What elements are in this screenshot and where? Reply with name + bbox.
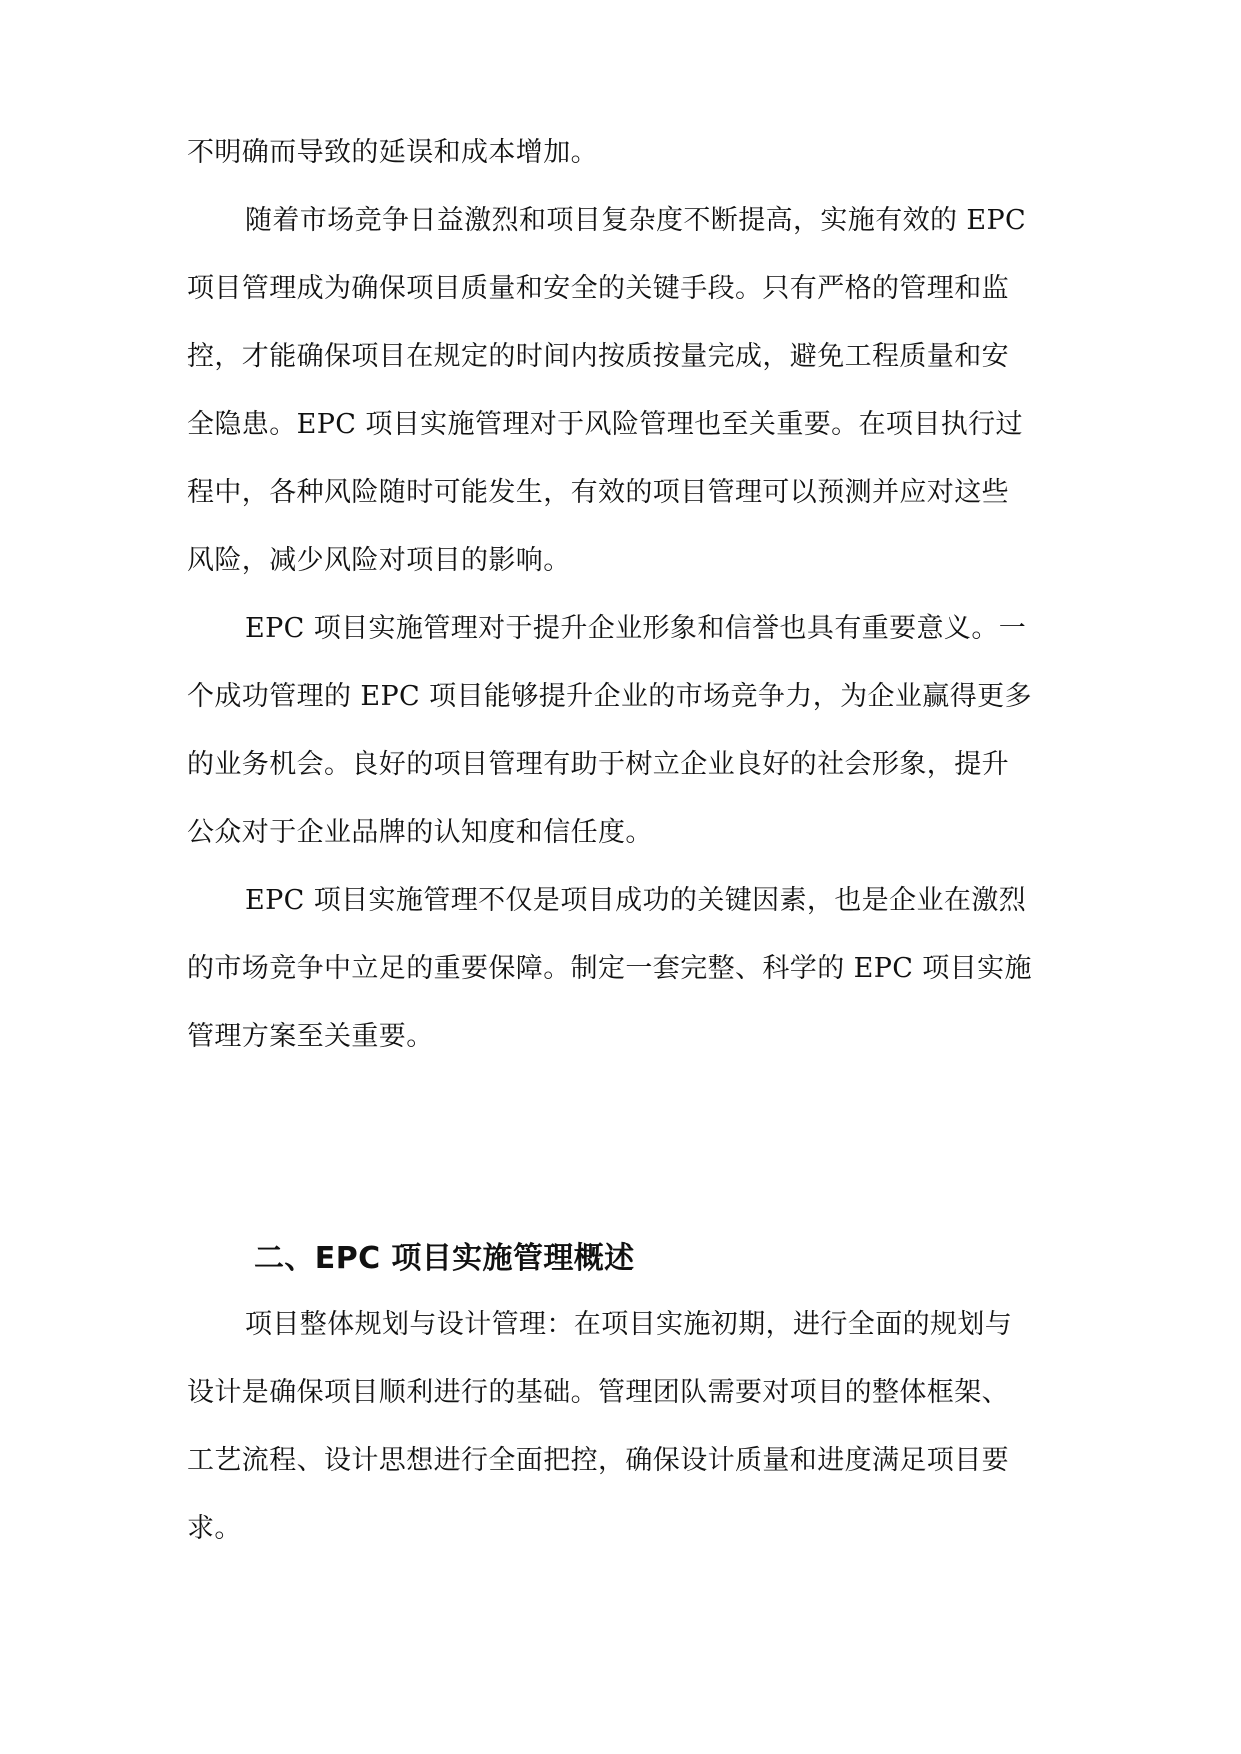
- paragraph-line: 风险，减少风险对项目的影响。: [187, 545, 571, 576]
- paragraph-line: 项目管理成为确保项目质量和安全的关键手段。只有严格的管理和监: [187, 273, 1009, 304]
- paragraph-line: 的业务机会。良好的项目管理有助于树立企业良好的社会形象，提升: [187, 749, 1009, 780]
- paragraph-line: 全隐患。EPC 项目实施管理对于风险管理也至关重要。在项目执行过: [187, 409, 1023, 440]
- paragraph-line: EPC 项目实施管理对于提升企业形象和信誉也具有重要意义。一: [245, 613, 1027, 644]
- paragraph-line: 程中，各种风险随时可能发生，有效的项目管理可以预测并应对这些: [187, 477, 1009, 508]
- paragraph-line: 项目整体规划与设计管理：在项目实施初期，进行全面的规划与: [245, 1309, 1013, 1340]
- paragraph-line: 不明确而导致的延误和成本增加。: [187, 137, 598, 168]
- paragraph-line: 求。: [187, 1513, 242, 1544]
- paragraph-line: 管理方案至关重要。: [187, 1021, 434, 1052]
- section-heading: 二、EPC 项目实施管理概述: [254, 1241, 635, 1276]
- paragraph-line: 工艺流程、设计思想进行全面把控，确保设计质量和进度满足项目要: [187, 1445, 1009, 1476]
- paragraph-line: 控，才能确保项目在规定的时间内按质按量完成，避免工程质量和安: [187, 341, 1009, 372]
- paragraph-line: 的市场竞争中立足的重要保障。制定一套完整、科学的 EPC 项目实施: [187, 953, 1032, 984]
- paragraph-line: 随着市场竞争日益激烈和项目复杂度不断提高，实施有效的 EPC: [245, 205, 1027, 236]
- paragraph-line: 个成功管理的 EPC 项目能够提升企业的市场竞争力，为企业赢得更多: [187, 681, 1032, 712]
- paragraph-line: EPC 项目实施管理不仅是项目成功的关键因素，也是企业在激烈: [245, 885, 1027, 916]
- paragraph-line: 公众对于企业品牌的认知度和信任度。: [187, 817, 653, 848]
- paragraph-line: 设计是确保项目顺利进行的基础。管理团队需要对项目的整体框架、: [187, 1377, 1009, 1408]
